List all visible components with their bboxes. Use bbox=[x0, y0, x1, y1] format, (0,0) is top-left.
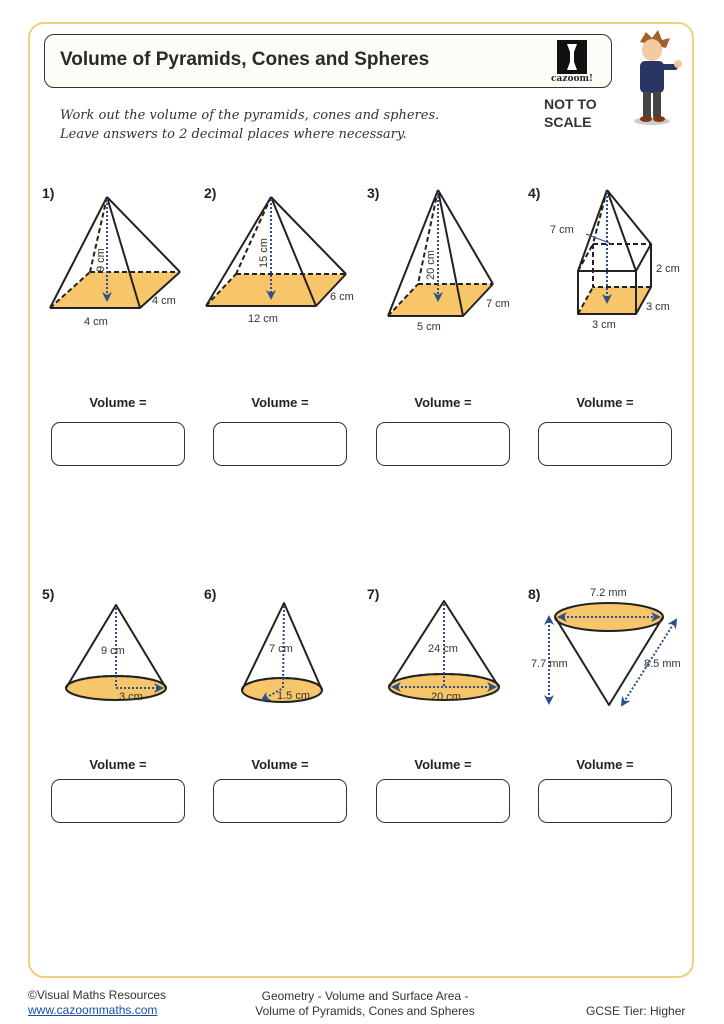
pyramid-2-width-label: 12 cm bbox=[248, 313, 278, 325]
cone-8-height-label: 7.7 mm bbox=[531, 658, 568, 670]
tier-label: GCSE Tier: Higher bbox=[586, 1004, 686, 1018]
volume-label-6: Volume = bbox=[251, 757, 309, 772]
topic-line2: Volume of Pyramids, Cones and Spheres bbox=[255, 1004, 475, 1018]
volume-label-1: Volume = bbox=[89, 395, 147, 410]
footer-left bbox=[28, 988, 166, 1018]
question-number-3: 3) bbox=[367, 185, 380, 201]
not-to-scale-line1: NOT TO bbox=[544, 96, 597, 112]
pyramid-2-depth-label: 6 cm bbox=[330, 291, 354, 303]
volume-label-3: Volume = bbox=[414, 395, 472, 410]
question-number-7: 7) bbox=[367, 586, 380, 602]
question-number-4: 4) bbox=[528, 185, 541, 201]
cone-6-radius-label: 1.5 cm bbox=[277, 690, 311, 702]
volume-label-7: Volume = bbox=[414, 757, 472, 772]
instruction-line1: Work out the volume of the pyramids, cones and spheres. bbox=[60, 108, 440, 123]
question-number-1: 1) bbox=[42, 185, 55, 201]
footer-topic bbox=[230, 989, 500, 1019]
pyramid-1-figure bbox=[50, 197, 180, 308]
question-number-5: 5) bbox=[42, 586, 55, 602]
cone-6-height-label: 7 cm bbox=[269, 643, 293, 655]
composite-height-label: 7 cm bbox=[550, 224, 574, 236]
cone-8-diameter-label: 7.2 mm bbox=[590, 587, 627, 599]
pyramid-1-depth-label: 4 cm bbox=[152, 295, 176, 307]
pyramid-1-width-label: 4 cm bbox=[84, 316, 108, 328]
cuboid-height-label: 2 cm bbox=[656, 263, 680, 275]
cone-8-slant-label: 8.5 mm bbox=[644, 658, 681, 670]
question-number-2: 2) bbox=[204, 185, 217, 201]
worksheet-title: Volume of Pyramids, Cones and Spheres bbox=[60, 49, 430, 70]
pyramid-2-height-label: 15 cm bbox=[258, 238, 270, 268]
cone-5-height-label: 9 cm bbox=[101, 645, 125, 657]
pyramid-3-height-label: 20 cm bbox=[425, 250, 437, 280]
volume-label-4: Volume = bbox=[576, 395, 634, 410]
composite-pyramid-cuboid-figure bbox=[578, 190, 651, 314]
volume-label-5: Volume = bbox=[89, 757, 147, 772]
pyramid-3-width-label: 5 cm bbox=[417, 321, 441, 333]
topic-line1: Geometry - Volume and Surface Area - bbox=[261, 989, 469, 1003]
cone-7-diameter-label: 20 cm bbox=[431, 691, 461, 703]
cone-8-inverted-figure bbox=[549, 603, 676, 705]
cuboid-depth-label: 3 cm bbox=[646, 301, 670, 313]
logo-text: cazoom! bbox=[551, 74, 593, 84]
cuboid-width-label: 3 cm bbox=[592, 319, 616, 331]
volume-label-8: Volume = bbox=[576, 757, 634, 772]
not-to-scale-line2: SCALE bbox=[544, 114, 592, 130]
question-number-8: 8) bbox=[528, 586, 541, 602]
website-link[interactable]: www.cazoommaths.com bbox=[28, 1003, 158, 1017]
instruction-line2: Leave answers to 2 decimal places where necessary. bbox=[60, 127, 407, 142]
pyramid-1-height-label: 9 cm bbox=[95, 248, 107, 272]
pyramid-3-depth-label: 7 cm bbox=[486, 298, 510, 310]
pyramid-3-figure bbox=[388, 190, 493, 316]
cone-5-radius-label: 3 cm bbox=[119, 691, 143, 703]
pyramid-2-figure bbox=[206, 197, 346, 306]
cone-7-height-label: 24 cm bbox=[428, 643, 458, 655]
copyright: ©Visual Maths Resources bbox=[28, 988, 167, 1002]
volume-label-2: Volume = bbox=[251, 395, 309, 410]
question-number-6: 6) bbox=[204, 586, 217, 602]
